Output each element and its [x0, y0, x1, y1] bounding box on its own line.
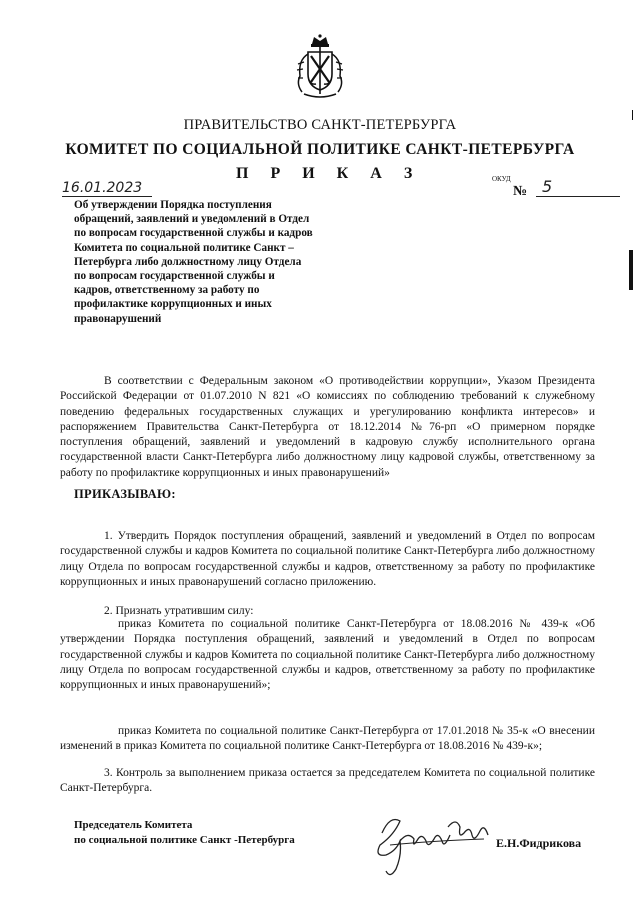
- signatory-position-line2: по социальной политике Санкт -Петербурга: [74, 834, 295, 846]
- order-title: П Р И К А З: [236, 165, 422, 182]
- signatory-position-line1: Председатель Комитета: [74, 819, 193, 831]
- order-subject: Об утверждении Порядка поступления обращений, заявлений и уведомлений в Отдел по вопросам государственной службы и кадров Комитета по социальной политике Санкт –Петербурга либо должностному лицу Отдела по вопросам государственной службы и кадров, ответственному за работу по профилактике коррупционных и иных правонарушений: [74, 199, 313, 325]
- order-date: 16.01.2023: [62, 180, 152, 197]
- item-2: 2. Признать утратившим силу:: [104, 605, 254, 617]
- prikazyvayu-heading: ПРИКАЗЫВАЮ:: [74, 487, 176, 501]
- scan-edge-mark: [629, 250, 633, 290]
- government-title: ПРАВИТЕЛЬСТВО САНКТ-ПЕТЕРБУРГА: [183, 117, 457, 133]
- item-2-b: приказ Комитета по социальной политике Санкт-Петербурга от 17.01.2018 № 35-к «О внесении изменений в приказ Комитета по социальной политике Санкт-Петербурга от 18.08.2016 № 439-к»;: [60, 725, 595, 753]
- number-label: №: [513, 184, 528, 199]
- handwritten-signature: [360, 805, 500, 885]
- coat-of-arms-emblem: [294, 34, 346, 102]
- scan-edge-mark: [632, 110, 633, 120]
- item-3: 3. Контроль за выполнением приказа остается за председателем Комитета по социальной политике Санкт-Петербурга.: [60, 767, 595, 795]
- signatory-position: [74, 818, 295, 848]
- item-2-a: приказ Комитета по социальной политике Санкт-Петербурга от 18.08.2016 № 439-к «Об утверждении Порядка поступления обращений, заявлений и уведомлений в Отдел по вопросам государственной службы и кадров Комитета по социальной политике Санкт-Петербурга либо должностному лицу Отдела по вопросам государственной службы и кадров, ответственному за работу по профилактике коррупционных и иных правонарушений»;: [60, 618, 595, 692]
- intro-paragraph: В соответствии с Федеральным законом «О противодействии коррупции», Указом Президента Российской Федерации от 01.07.2010 N 821 «О комиссиях по соблюдению требований к служебному поведению федеральных государственных служащих и урегулированию конфликта интересов» и распоряжением Правительства Санкт-Петербурга от 18.12.2014 №76-рп «О примерном порядке поступления обращений, заявлений и уведомлений в кадровую службу исполнительного органа государственной власти Санкт-Петербурга либо должностному лицу кадровой службы, ответственному за работу по профилактике коррупционных и иных правонарушений»: [60, 375, 595, 479]
- item-1: 1. Утвердить Порядок поступления обращений, заявлений и уведомлений в Отдел по вопросам государственной службы и кадров Комитета по социальной политике Санкт-Петербурга либо должностному лицу Отдела по вопросам государственной службы и кадров, ответственному за работу по профилактике коррупционных и иных правонарушений согласно приложению.: [60, 530, 595, 588]
- order-number: 5: [536, 178, 620, 197]
- okud-label: ОКУД: [492, 175, 511, 183]
- signatory-name: Е.Н.Фидрикова: [496, 836, 582, 850]
- committee-title: КОМИТЕТ ПО СОЦИАЛЬНОЙ ПОЛИТИКЕ САНКТ-ПЕТЕРБУРГА: [65, 141, 575, 158]
